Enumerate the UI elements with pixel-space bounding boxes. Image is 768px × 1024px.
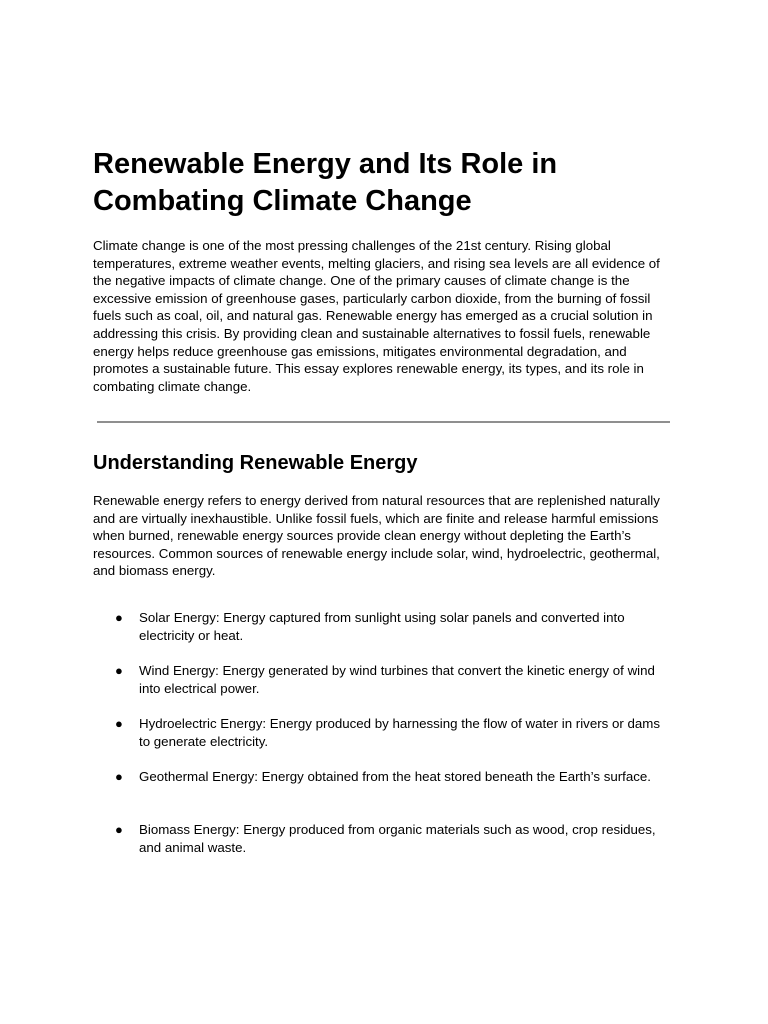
list-item	[93, 609, 675, 662]
bullet-icon: ●	[115, 769, 123, 784]
page-title: Renewable Energy and Its Role in Combating Climate Change	[93, 148, 558, 217]
section-heading: Understanding Renewable Energy	[93, 452, 418, 474]
list-item-text: Geothermal Energy: Energy obtained from the heat stored beneath the Earth’s surface.	[139, 769, 651, 784]
horizontal-divider	[97, 421, 670, 423]
section-paragraph: Renewable energy refers to energy derived from natural resources that are replenished naturally and are virtually inexhaustible. Unlike fossil fuels, which are finite and release harmful emissions when burned, renewable energy sources provide clean energy without depleting the Earth’s resources. Common sources of renewable energy include solar, wind, hydroelectric, geothermal, and biomass energy.	[93, 493, 660, 579]
list-item	[93, 768, 675, 821]
list-item-text: Hydroelectric Energy: Energy produced by harnessing the flow of water in rivers or dams to generate electricity.	[139, 716, 661, 749]
bullet-icon: ●	[115, 822, 123, 837]
list-item-text: Wind Energy: Energy generated by wind turbines that convert the kinetic energy of wind into electrical power.	[139, 663, 655, 696]
energy-types-list	[93, 609, 675, 874]
bullet-icon: ●	[115, 663, 123, 678]
list-item	[93, 662, 675, 715]
bullet-icon: ●	[115, 610, 123, 625]
bullet-icon: ●	[115, 716, 123, 731]
list-item-text: Biomass Energy: Energy produced from organic materials such as wood, crop residues, and animal waste.	[139, 822, 656, 855]
list-item	[93, 715, 675, 768]
list-item	[93, 821, 675, 874]
intro-paragraph: Climate change is one of the most pressing challenges of the 21st century. Rising global temperatures, extreme weather events, melting glaciers, and rising sea levels are all evidence of the negative impacts of climate change. One of the primary causes of climate change is the excessive emission of greenhouse gases, particularly carbon dioxide, from the burning of fossil fuels such as coal, oil, and natural gas. Renewable energy has emerged as a crucial solution in addressing this crisis. By providing clean and sustainable alternatives to fossil fuels, renewable energy helps reduce greenhouse gas emissions, mitigates environmental degradation, and promotes a sustainable future. This essay explores renewable energy, its types, and its role in combating climate change.	[93, 238, 660, 394]
list-item-text: Solar Energy: Energy captured from sunlight using solar panels and converted into electricity or heat.	[139, 610, 625, 643]
